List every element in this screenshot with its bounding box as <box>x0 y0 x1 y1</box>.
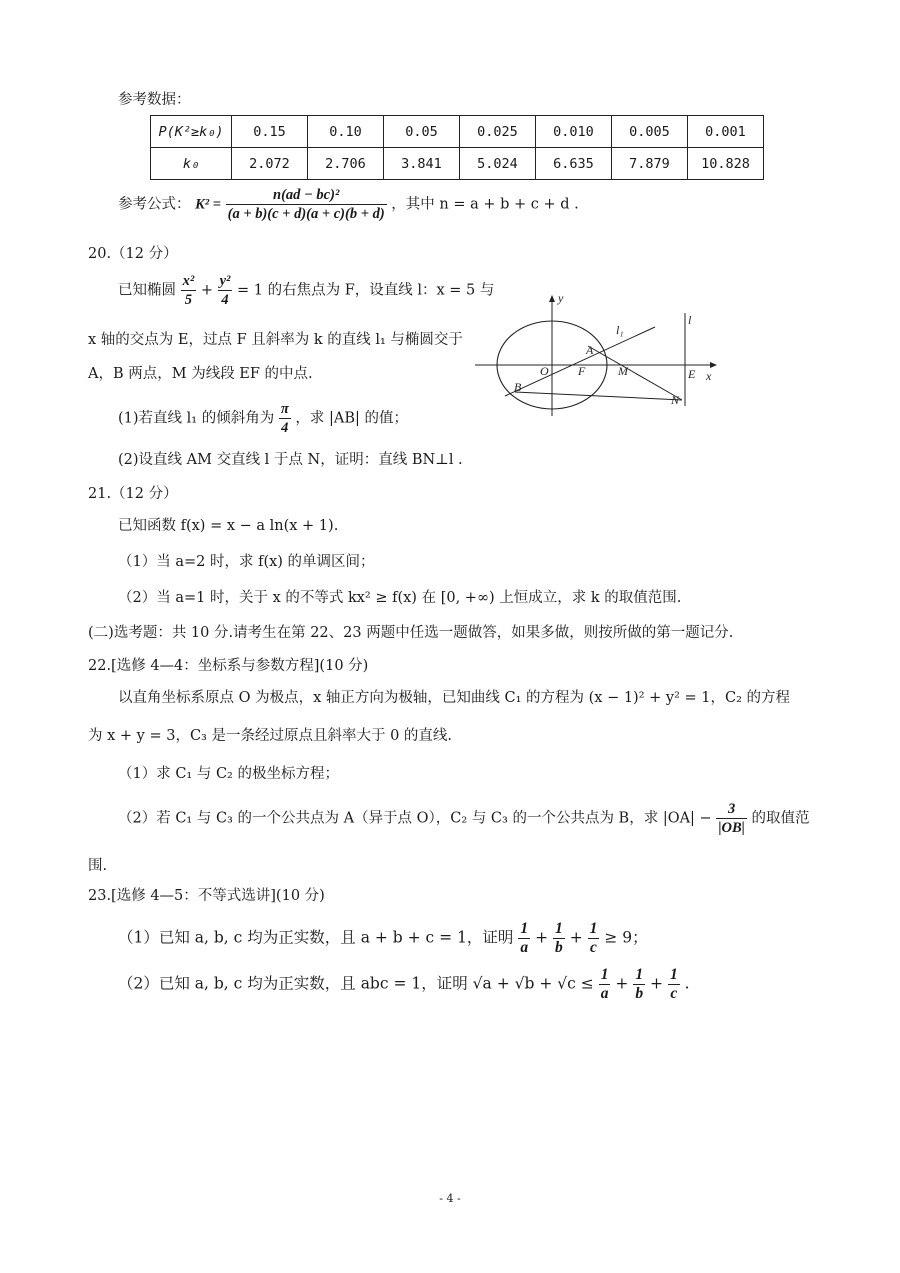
q23-part2 <box>118 966 690 1003</box>
q22-part1: （1）求 C₁ 与 C₂ 的极坐标方程； <box>118 766 339 782</box>
three-over-OB <box>716 800 747 837</box>
q23-part1 <box>118 920 648 957</box>
table-cell: 2.072 <box>232 148 308 180</box>
q23-part1-b: ≥ 9； <box>604 928 648 947</box>
q20-header: 20.（12 分） <box>88 246 178 262</box>
q21-intro: 已知函数 f(x) = x − a ln(x + 1). <box>118 518 339 534</box>
plus-sign: + <box>569 928 583 947</box>
frac-denominator: b <box>555 939 563 956</box>
table-cell: 10.828 <box>688 148 764 180</box>
q20-intro-b: = 1 的右焦点为 F，设直线 l：x = 5 与 <box>237 282 495 299</box>
q21-part1: （1）当 a=2 时，求 f(x) 的单调区间； <box>118 554 375 570</box>
formula-line <box>118 186 579 223</box>
frac-denominator: |OB| <box>718 820 745 836</box>
label-l1: l₁ <box>616 323 624 337</box>
frac-1-c <box>668 966 680 1003</box>
table-cell: 0.010 <box>536 116 612 148</box>
frac-numerator: π <box>280 401 289 417</box>
q22-part2-b: 的取值范 <box>751 810 810 827</box>
formula-denominator: (a + b)(c + d)(a + c)(b + d) <box>227 206 385 222</box>
x-axis-arrow <box>710 362 717 368</box>
label-E: E <box>688 367 696 381</box>
elective-instructions: (二)选考题：共 10 分.请考生在第 22、23 两题中任选一题做答，如果多做，则按所做的第一题记分. <box>88 625 734 641</box>
q20-line3: A，B 两点，M 为线段 EF 的中点. <box>88 366 313 382</box>
q22-intro2: 为 x + y = 3，C₃ 是一条经过原点且斜率大于 0 的直线. <box>88 728 453 744</box>
table-cell: 0.05 <box>384 116 460 148</box>
label-F: F <box>578 364 586 378</box>
frac-1-b <box>553 920 565 957</box>
q23-part2-b: . <box>684 974 690 993</box>
label-y: y <box>558 291 564 305</box>
table-cell: k₀ <box>151 148 232 180</box>
pi-over-4 <box>279 400 291 437</box>
label-M: M <box>618 364 628 378</box>
q23-header: 23.[选修 4—5：不等式选讲](10 分) <box>88 888 325 904</box>
label-A: A <box>586 343 594 357</box>
label-l: l <box>688 313 692 327</box>
frac-denominator: 5 <box>184 292 193 308</box>
frac-numerator: y² <box>219 273 231 289</box>
q23-part1-a: （1）已知 a, b, c 均为正实数，且 a + b + c = 1，证明 <box>118 928 514 947</box>
plus-sign: + <box>615 974 629 993</box>
frac-numerator: 1 <box>600 966 609 983</box>
formula-label: 参考公式： <box>118 196 191 213</box>
label-N: N <box>671 393 680 407</box>
ellipse-figure <box>470 288 730 418</box>
table-cell: 2.706 <box>308 148 384 180</box>
q20-line2: x 轴的交点为 E，过点 F 且斜率为 k 的直线 l₁ 与椭圆交于 <box>88 332 463 348</box>
ellipse-frac-x <box>181 272 197 309</box>
q21-part2: （2）当 a=1 时，关于 x 的不等式 kx² ≥ f(x) 在 [0, +∞) 上恒成立，求 k 的取值范围. <box>118 590 682 606</box>
ref-data-label: 参考数据： <box>118 92 191 108</box>
table-cell: 3.841 <box>384 148 460 180</box>
frac-numerator: 3 <box>716 800 747 819</box>
table-cell: P(K²≥k₀) <box>151 116 232 148</box>
table-row <box>151 148 764 180</box>
table-row <box>151 116 764 148</box>
table-cell: 0.005 <box>612 116 688 148</box>
q23-part2-a: （2）已知 a, b, c 均为正实数，且 abc = 1，证明 √a + √b + √c ≤ <box>118 974 594 993</box>
table-cell: 0.10 <box>308 116 384 148</box>
q22-part2 <box>118 800 809 837</box>
frac-denominator: b <box>635 985 644 1002</box>
frac-denominator: c <box>590 939 597 956</box>
table-cell: 0.025 <box>460 116 536 148</box>
frac-denominator: 4 <box>281 420 289 436</box>
q20-part1-a: (1)若直线 l₁ 的倾斜角为 <box>118 410 275 427</box>
frac-numerator: 1 <box>635 966 644 983</box>
line-l1 <box>505 327 655 396</box>
q20-intro-a: 已知椭圆 <box>118 282 176 299</box>
q22-part2-c: 围. <box>88 858 108 874</box>
formula-numerator: n(ad − bc)² <box>226 186 387 205</box>
frac-numerator: 1 <box>589 920 598 937</box>
critical-value-table <box>150 115 764 180</box>
frac-numerator: 1 <box>555 920 563 937</box>
y-axis-arrow <box>549 295 555 302</box>
table-cell: 0.15 <box>232 116 308 148</box>
plus-sign: + <box>650 974 663 993</box>
frac-numerator: x² <box>182 273 195 289</box>
q22-part2-a: （2）若 C₁ 与 C₃ 的一个公共点为 A（异于点 O），C₂ 与 C₃ 的一个公共点为 B，求 |OA| − <box>118 810 712 827</box>
frac-1-b <box>633 966 645 1003</box>
formula-lhs: K² = <box>195 196 222 213</box>
plus-sign: + <box>535 928 549 947</box>
q22-header: 22.[选修 4—4：坐标系与参数方程](10 分) <box>88 658 369 674</box>
label-B: B <box>514 380 522 394</box>
formula-tail: ，其中 n = a + b + c + d . <box>391 196 579 213</box>
formula-fraction <box>226 186 387 223</box>
plus-sign: + <box>200 282 213 299</box>
frac-denominator: 4 <box>221 292 229 308</box>
segment-BN <box>515 392 682 400</box>
table-cell: 0.001 <box>688 116 764 148</box>
ellipse-frac-y <box>218 272 233 309</box>
frac-numerator: 1 <box>669 966 678 983</box>
frac-denominator: c <box>670 985 678 1002</box>
q20-part1 <box>118 400 408 437</box>
q21-header: 21.（12 分） <box>88 486 178 502</box>
label-x: x <box>706 369 712 383</box>
table-cell: 5.024 <box>460 148 536 180</box>
frac-denominator: a <box>520 939 529 956</box>
frac-1-c <box>588 920 600 957</box>
frac-1-a <box>599 966 611 1003</box>
frac-numerator: 1 <box>520 920 529 937</box>
line-AN <box>588 346 682 400</box>
table-cell: 6.635 <box>536 148 612 180</box>
q20-part1-b: ，求 |AB| 的值； <box>295 410 408 427</box>
table-cell: 7.879 <box>612 148 688 180</box>
frac-1-a <box>518 920 530 957</box>
frac-denominator: a <box>600 985 609 1002</box>
page-number: - 4 - <box>439 1192 461 1205</box>
q20-intro <box>118 272 494 309</box>
label-O: O <box>540 364 549 378</box>
q20-part2: (2)设直线 AM 交直线 l 于点 N，证明：直线 BN⊥l . <box>118 452 463 468</box>
q22-intro1: 以直角坐标系原点 O 为极点，x 轴正方向为极轴，已知曲线 C₁ 的方程为 (x − 1)² + y² = 1，C₂ 的方程 <box>118 690 791 706</box>
